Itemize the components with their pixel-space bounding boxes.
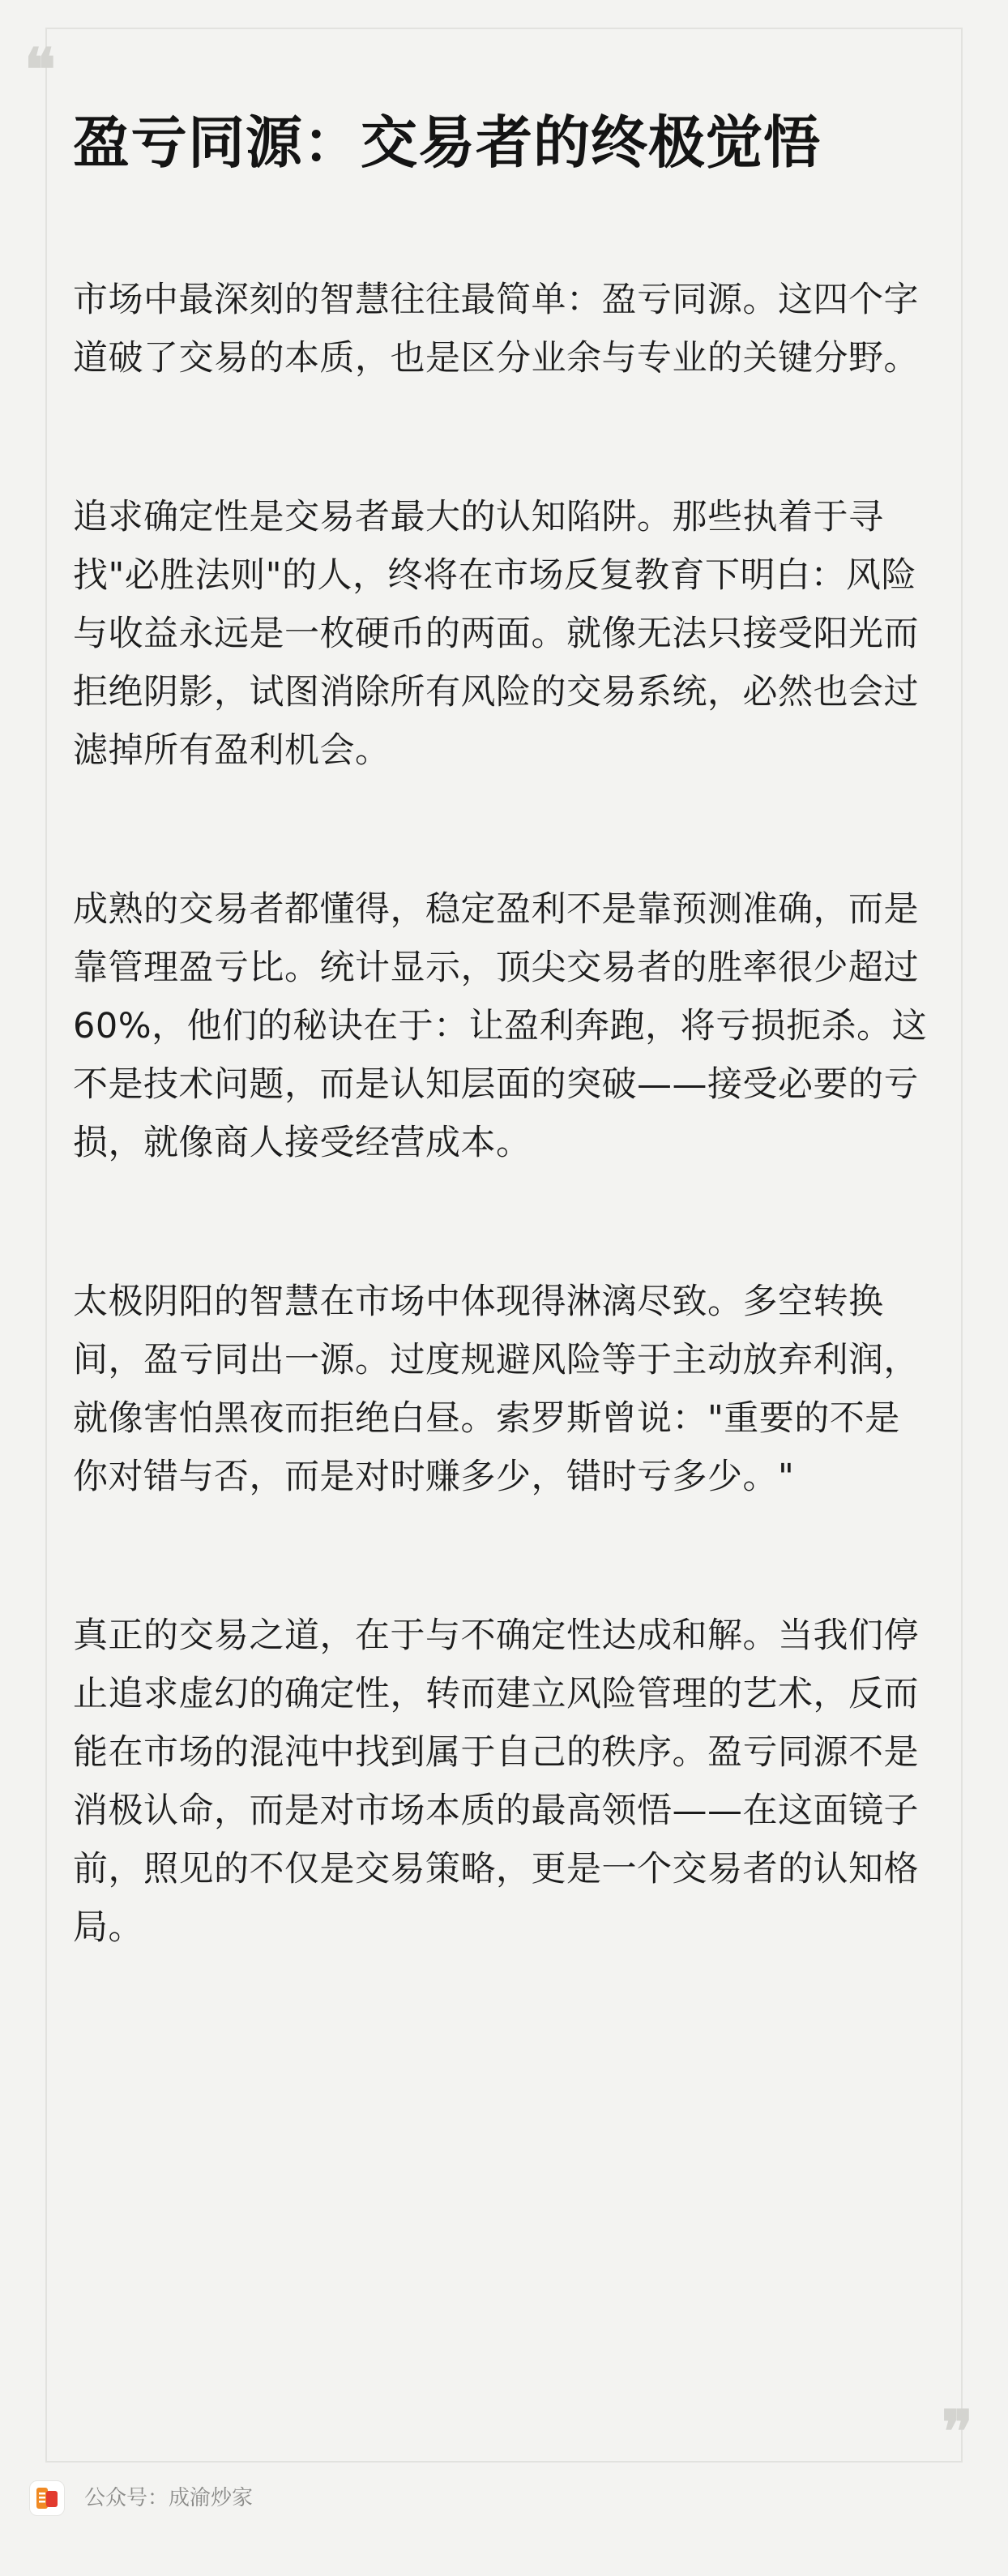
account-logo-icon — [29, 2480, 65, 2516]
open-quote-icon: ❝ — [24, 35, 56, 104]
close-quote-icon: ❞ — [942, 2397, 973, 2466]
paragraph-3: 成熟的交易者都懂得，稳定盈利不是靠预测准确，而是靠管理盈亏比。统计显示，顶尖交易者的胜率很少超过60%，他们的秘诀在于：让盈利奔跑，将亏损扼杀。这不是技术问题，而是认知层面的突破——接受必要的亏损，就像商人接受经营成本。 — [73, 889, 928, 1163]
paragraph-5: 真正的交易之道，在于与不确定性达成和解。当我们停止追求虚幻的确定性，转而建立风险管理的艺术，反而能在市场的混沌中找到属于自己的秩序。盈亏同源不是消极认命，而是对市场本质的最高领悟——在这面镜子前，照见的不仅是交易策略，更是一个交易者的认知格局。 — [73, 1615, 919, 1948]
article-title: 盈亏同源：交易者的终极觉悟 — [73, 109, 821, 176]
paragraph-1: 市场中最深刻的智慧往往最简单：盈亏同源。这四个字道破了交易的本质，也是区分业余与专业的关键分野。 — [73, 280, 919, 379]
paragraph-4: 太极阴阳的智慧在市场中体现得淋漓尽致。多空转换间，盈亏同出一源。过度规避风险等于主动放弃利润，就像害怕黑夜而拒绝白昼。索罗斯曾说："重要的不是你对错与否，而是对时赚多少，错时亏多少。" — [73, 1282, 919, 1497]
article-body — [73, 271, 932, 2057]
footer — [29, 2480, 253, 2516]
official-account-label: 公众号：成渝炒家 — [84, 2486, 254, 2510]
paragraph-2: 追求确定性是交易者最大的认知陷阱。那些执着于寻找"必胜法则"的人，终将在市场反复教育下明白：风险与收益永远是一枚硬币的两面。就像无法只接受阳光而拒绝阴影，试图消除所有风险的交易系统，必然也会过滤掉所有盈利机会。 — [73, 497, 919, 771]
